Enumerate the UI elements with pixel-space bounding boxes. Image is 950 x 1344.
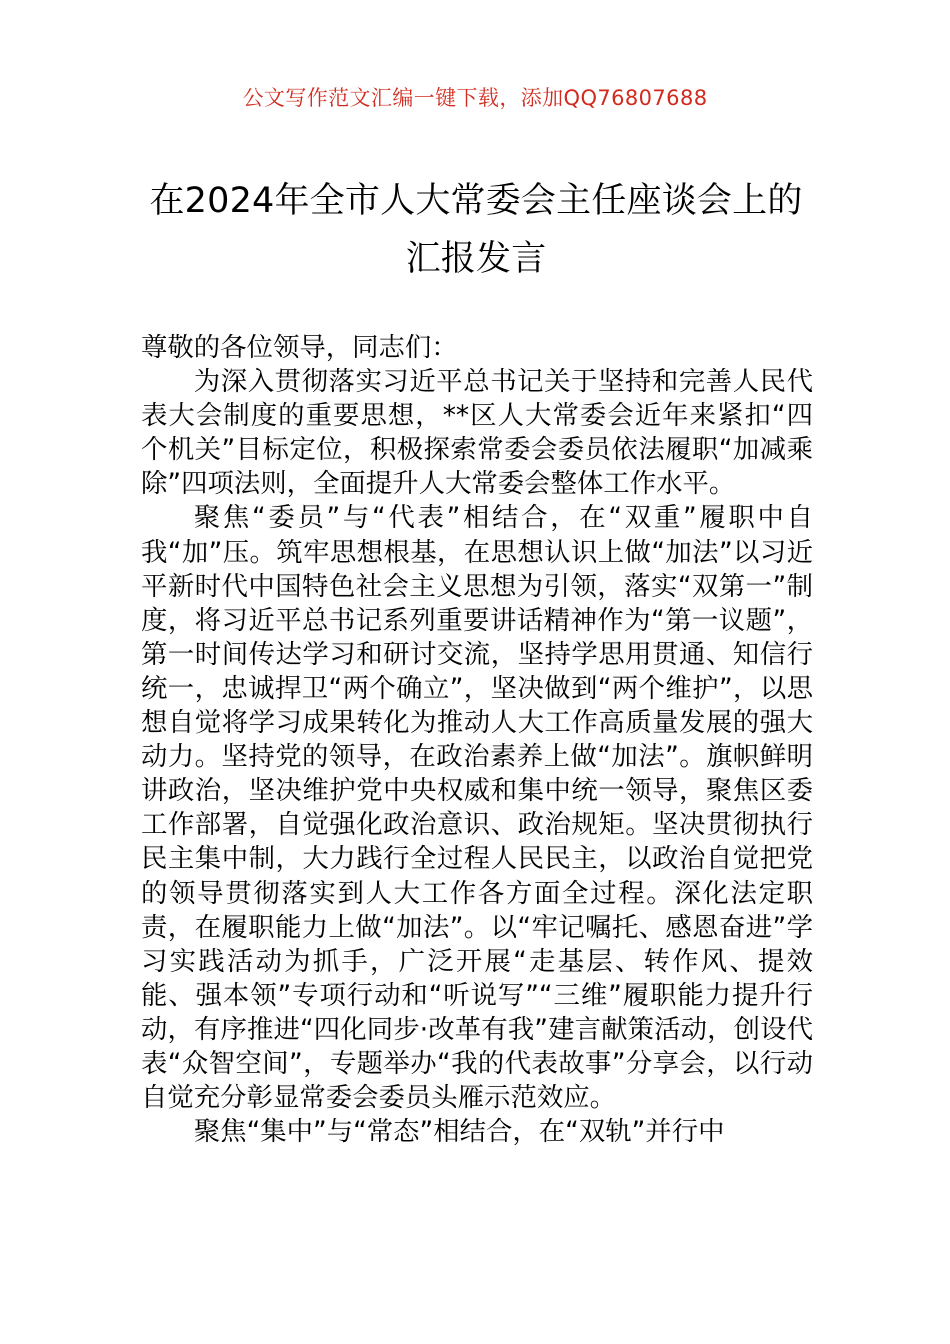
title-line-1: 在2024年全市人大常委会主任座谈会上的 (149, 181, 803, 221)
paragraph-section-two: 聚焦“集中”与“常态”相结合，在“双轨”并行中 (193, 1116, 725, 1148)
paragraph-opening: 为深入贯彻落实习近平总书记关于坚持和完善人民代表大会制度的重要思想，**区人大常委会近年来紧扣“四个机关”目标定位，积极探索常委会委员依法履职“加减乘除”四项法则，全面提升人大常委会整体工作水平。 (141, 366, 813, 500)
paragraph-salutation: 尊敬的各位领导，同志们： (141, 332, 458, 363)
page-title (140, 172, 812, 288)
watermark-banner: 公文写作范文汇编一键下载，添加QQ76807688 (242, 86, 708, 110)
paragraph-section-one: 聚焦“委员”与“代表”相结合，在“双重”履职中自我“加”压。筑牢思想根基，在思想认识上做“加法”以习近平新时代中国特色社会主义思想为引领，落实“双第一”制度，将习近平总书记系列重要讲话精神作为“第一议题”，第一时间传达学习和研讨交流，坚持学思用贯通、知信行统一，忠诚捍卫“两个确立”，坚决做到“两个维护”，以思想自觉将学习成果转化为推动人大工作高质量发展的强大动力。坚持党的领导，在政治素养上做“加法”。旗帜鲜明讲政治，坚决维护党中央权威和集中统一领导，聚焦区委工作部署，自觉强化政治意识、政治规矩。坚决贯彻执行民主集中制，大力践行全过程人民民主，以政治自觉把党的领导贯彻落实到人大工作各方面全过程。深化法定职责，在履职能力上做“加法”。以“牢记嘱托、感恩奋进”学习实践活动为抓手，广泛开展“走基层、转作风、提效能、强本领”专项行动和“听说写”“三维”履职能力提升行动，有序推进“四化同步·改革有我”建言献策活动，创设代表“众智空间”，专题举办“我的代表故事”分享会，以行动自觉充分彰显常委会委员头雁示范效应。 (141, 502, 813, 1114)
document-body (141, 331, 813, 1149)
title-line-2: 汇报发言 (405, 239, 547, 279)
